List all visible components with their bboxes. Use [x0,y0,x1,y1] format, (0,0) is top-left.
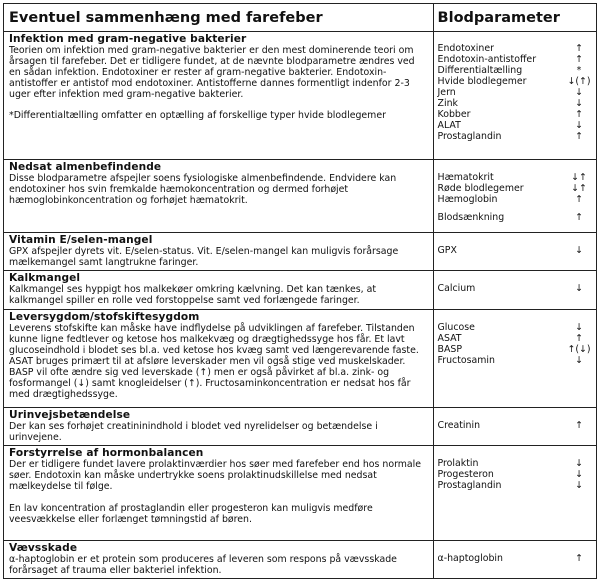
arrow-icon: ↓ [575,458,583,470]
table-row-hormone [4,446,597,540]
arrow-icon: ↓(↑) [567,76,591,88]
arrow-icon: ↓ [575,283,583,295]
arrow-icon: ↓ [575,469,583,481]
param-item: Creatinin ↑ [438,420,594,431]
param-list [438,43,594,142]
table-row-calcium [4,271,597,309]
arrow-icon: ↓↑ [571,171,587,183]
section-title: Infektion med gram-negative bakterier [9,33,247,46]
section-title: Vitamin E/selen-mangel [9,234,153,247]
section-cell [4,32,434,160]
section-cell [4,446,434,540]
section-title: Urinvejsbetændelse [9,409,131,422]
param-item: Røde blodlegemer ↓↑ [438,183,594,194]
arrow-icon: ↑ [575,109,583,121]
header-blood-parameter: Blodparameter [433,4,596,32]
param-item: Hvide blodlegemer ↓(↑) [438,76,594,87]
param-list [438,553,594,564]
arrow-icon: ↑ [575,43,583,55]
table-row-vitamin-e [4,233,597,271]
params-cell [433,446,596,540]
param-item: Prostaglandin ↓ [438,480,594,491]
section-text: Teorien om infektion med gram-negative bakterier er den mest dominerende teori om årsagen til farefeber. Det er tidligere fundet, at de nævnte blodparametre ændres ved en sådan infektion. Endotoxiner er rester af gram-negative bakterier. Endotoxin-antistoffer er antistof mod endotoxiner. Antistofferne dannes formentligt indenfor 2-3 uger efter infektion med gram-negative bakterier. [9,45,415,101]
arrow-icon: ↓ [575,321,583,333]
section-title: Forstyrrelse af hormonbalancen [9,447,204,460]
param-item: Jern ↓ [438,87,594,98]
asterisk-icon: * [576,65,582,77]
params-cell [433,159,596,232]
arrow-icon: ↑ [575,552,583,564]
section-cell [4,540,434,578]
params-cell [433,540,596,578]
section-note: *Differentialtælling omfatter en optælling af forskellige typer hvide blodlegemer [9,110,386,122]
params-cell [433,233,596,271]
params-cell [433,32,596,160]
param-item: Zink ↓ [438,98,594,109]
param-item: Fructosamin ↓ [438,355,594,366]
arrow-icon: ↓ [575,354,583,366]
param-item: Differentialtælling * [438,65,594,76]
section-text: GPX afspejler dyrets vit. E/selen-status. Vit. E/selen-mangel kan muligvis forårsage mælkemangel samt langtrukne faringer. [9,246,399,269]
params-cell [433,271,596,309]
param-list [438,458,594,491]
param-item: Endotoxiner ↑ [438,43,594,54]
param-item: Prostaglandin ↑ [438,131,594,142]
params-cell [433,408,596,446]
section-text: Kalkmangel ses hyppigt hos malkekøer omkring kælvning. Det kan tænkes, at kalkmangel spiller en rolle ved forstoppelse samt ved forlængede faringer. [9,284,376,307]
param-item: GPX ↓ [438,245,594,256]
table-row-tissue [4,540,597,578]
param-list [438,245,594,256]
arrow-icon: ↑ [575,332,583,344]
params-cell [433,309,596,408]
table-row-liver [4,309,597,408]
param-item: ASAT ↑ [438,333,594,344]
arrow-icon: ↑ [575,54,583,66]
table-row-general-condition [4,159,597,232]
arrow-icon: ↑ [575,193,583,205]
param-list [438,322,594,366]
param-item: Glucose ↓ [438,322,594,333]
param-item: Prolaktin ↓ [438,458,594,469]
param-list [438,172,594,223]
section-cell [4,159,434,232]
arrow-icon: ↑ [575,420,583,432]
param-item: Endotoxin-antistoffer ↑ [438,54,594,65]
section-title: Kalkmangel [9,272,81,285]
param-item: ALAT ↓ [438,120,594,131]
section-text: Der kan ses forhøjet creatininindhold i blodet ved nyrelidelser og betændelse i urinvejene. [9,421,378,444]
param-item: Kobber ↑ [438,109,594,120]
section-cell [4,408,434,446]
arrow-icon: ↑(↓) [567,343,591,355]
section-text: α-haptoglobin er et protein som produceres af leveren som respons på vævsskade forårsaget af trauma eller bakteriel infektion. [9,553,397,576]
arrow-icon: ↓↑ [571,182,587,194]
section-cell [4,271,434,309]
section-text-2: En lav koncentration af prostaglandin eller progesteron kan muligvis medføre veesvækkelse eller forlænget tømningstid af børen. [9,503,373,526]
table-row-urinary [4,408,597,446]
header-association: Eventuel sammenhæng med farefeber [4,4,434,32]
param-item: Hæmatokrit ↓↑ [438,172,594,183]
blood-parameter-table [3,3,597,579]
param-list [438,283,594,294]
param-item: BASP ↑(↓) [438,344,594,355]
table-header-row [4,4,597,32]
arrow-icon: ↑ [575,211,583,223]
section-title: Leversygdom/stofskiftesygdom [9,310,200,323]
arrow-icon: ↓ [575,120,583,132]
param-item: Hæmoglobin ↑ [438,194,594,205]
arrow-icon: ↓ [575,480,583,492]
section-text: Der er tidligere fundet lavere prolaktinværdier hos søer med farefeber end hos normale søer. Endotoxin kan måske undertrykke soens prolaktinudskillelse med nedsat mælkeydelse til følge. [9,459,422,493]
arrow-icon: ↑ [575,131,583,143]
param-item: Progesteron ↓ [438,469,594,480]
section-text: Disse blodparametre afspejler soens fysiologiske almenbefindende. Endvidere kan endotoxiner hos svin fremkalde hæmokoncentration og dermed forhøjet hæmoglobinkoncentration og forhøjet hæmatokrit. [9,172,397,206]
section-cell [4,309,434,408]
param-item: Calcium ↓ [438,283,594,294]
section-title: Nedsat almenbefindende [9,160,162,173]
section-text: Leverens stofskifte kan måske have indflydelse på udviklingen af farefeber. Tilstanden kunne ligne fedtlever og ketose hos malkekvæg og drægtighedssyge hos får. Et lavt glucoseindhold i blodet ses bl.a. ved ketose hos kvæg samt ved længerevarende faste. ASAT bruges primært til at afsløre leverskader men vil også stige ved muskelskader. BASP vil ofte ændre sig ved leverskade (↑) men er også påvirket af bl.a. zink- og fosformangel (↓) samt knogleidelser (↑). Fructosaminkoncentration er nedsat hos får med drægtighedssyge. [9,322,419,400]
arrow-icon: ↓ [575,245,583,257]
section-cell [4,233,434,271]
param-item: Blodsænkning ↑ [438,212,594,223]
arrow-icon: ↓ [575,98,583,110]
param-list [438,420,594,431]
section-title: Vævsskade [9,541,78,554]
arrow-icon: ↓ [575,87,583,99]
table-row-gram-negative [4,32,597,160]
param-item: α-haptoglobin ↑ [438,553,594,564]
